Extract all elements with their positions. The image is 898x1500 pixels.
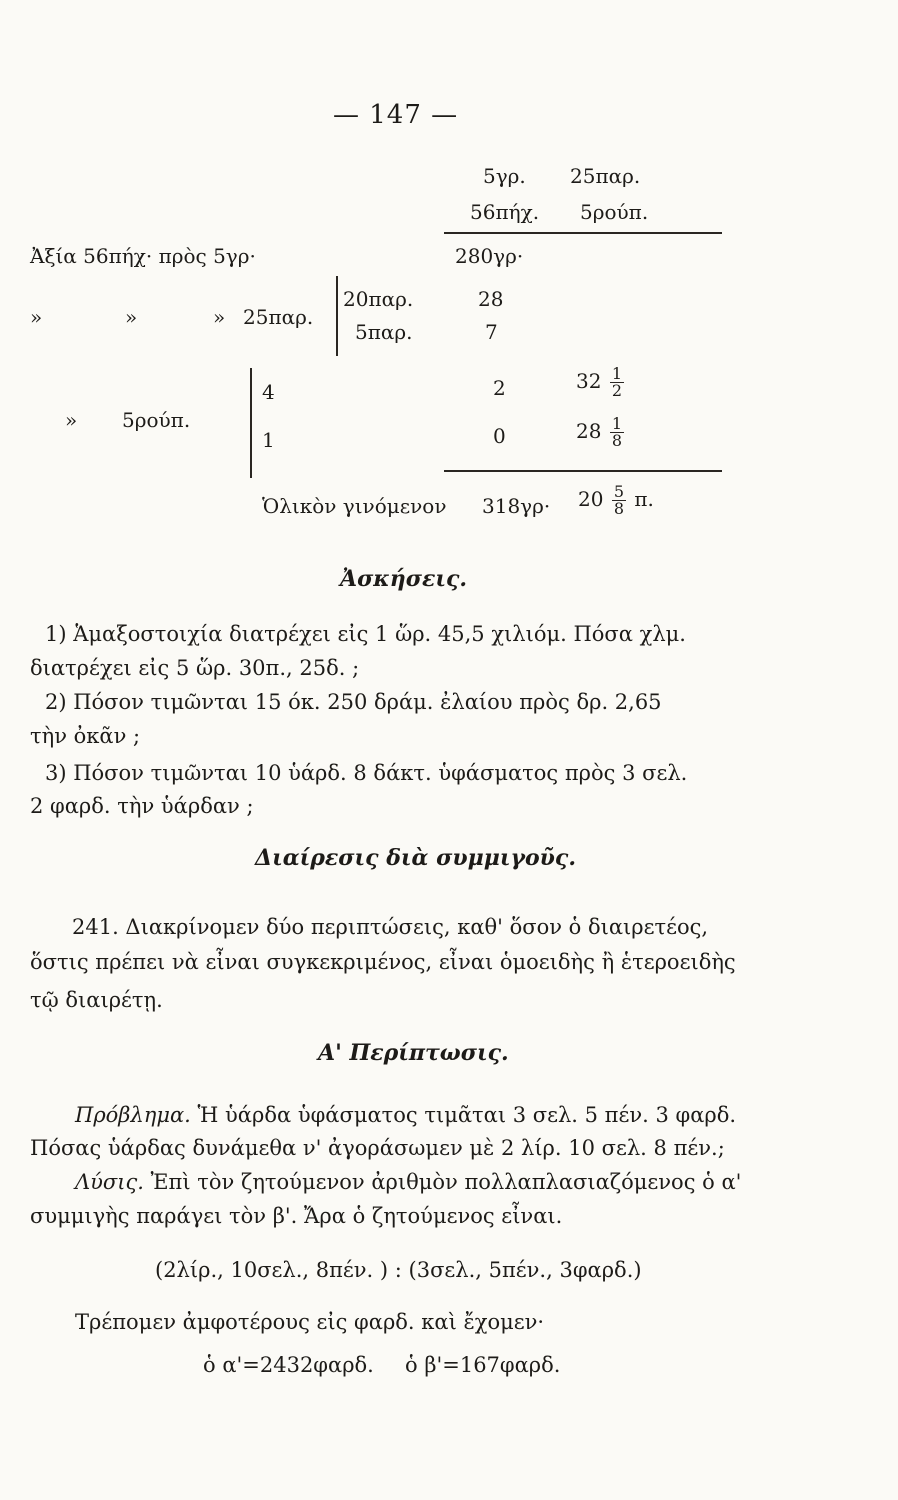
result-b: ὁ β'=167φαρδ. [405, 1353, 561, 1377]
calc-row3-fraction2 [576, 416, 626, 449]
frac1 [610, 366, 624, 399]
calc-rule-top [444, 232, 722, 234]
calc-top-left: 5γρ. [483, 164, 526, 188]
result-a: ὁ α'=2432φαρδ. [203, 1353, 374, 1377]
frac2-whole: 28 [576, 419, 602, 443]
calc-row2-mark1: » [30, 305, 43, 329]
frac1-num: 1 [611, 364, 622, 383]
problem-line-2: Πόσας ὑάρδας δυνάμεθα ν' ἀγοράσωμεν μὲ 2 λίρ. 10 σελ. 8 πέν.; [30, 1136, 725, 1160]
problem-label: Πρόβλημα. [75, 1103, 191, 1127]
calc-row2-brace [336, 276, 338, 356]
calc-row3-val2: 0 [493, 424, 506, 448]
solution-text-1: Ἐπὶ τὸν ζητούμενον ἀριθμὸν πολλαπλασιαζόμενος ὁ α' [150, 1170, 742, 1194]
calc-row3-mark: » [65, 408, 78, 432]
calc-row2-mark2: » [125, 305, 138, 329]
calc-row1-value: 280γρ· [455, 244, 524, 268]
total-den: 8 [613, 499, 624, 518]
calc-row1-label: Ἀξία 56πήχ· πρὸς 5γρ· [30, 244, 256, 268]
calc-row2-label: 25παρ. [243, 305, 314, 329]
total-unit: π. [634, 487, 654, 511]
exercise-1-line-2: διατρέχει εἰς 5 ὥρ. 30π., 25δ. ; [30, 656, 360, 680]
case-heading: Α' Περίπτωσις. [318, 1040, 509, 1066]
calc-row2-val1: 28 [478, 287, 504, 311]
exercise-3-line-1: 3) Πόσον τιμῶνται 10 ὑάρδ. 8 δάκτ. ὑφάσματος πρὸς 3 σελ. [45, 761, 688, 785]
calc-row2-sub2: 5παρ. [355, 320, 413, 344]
convert-line: Τρέπομεν ἀμφοτέρους εἰς φαρδ. καὶ ἔχομεν· [75, 1310, 545, 1334]
calc-row3-fraction1 [576, 366, 626, 399]
calc-total-label: Ὁλικὸν γινόμενον [262, 494, 447, 518]
frac2-den: 8 [611, 431, 622, 450]
problem-text-1: Ἡ ὑάρδα ὑφάσματος τιμᾶται 3 σελ. 5 πέν. 3 φαρδ. [197, 1103, 737, 1127]
calc-row3-sub2: 1 [262, 428, 275, 452]
calc-row3-label: 5ρούπ. [122, 408, 191, 432]
frac2 [610, 416, 624, 449]
calc-row2-mark3: » [213, 305, 226, 329]
exercise-2-line-2: τὴν ὀκᾶν ; [30, 724, 141, 748]
calc-row3-sub1: 4 [262, 380, 275, 404]
calc-rule-bottom [444, 470, 722, 472]
frac1-den: 2 [611, 381, 622, 400]
calc-row3-brace [250, 368, 252, 478]
exercise-3-line-2: 2 φαρδ. τὴν ὑάρδαν ; [30, 794, 254, 818]
section-241-line-3: τῷ διαιρέτῃ. [30, 988, 163, 1012]
frac2-num: 1 [611, 414, 622, 433]
calc-second-right: 5ρούπ. [580, 200, 649, 224]
section-241-line-2: ὅστις πρέπει νὰ εἶναι συγκεκριμένος, εἶναι ὁμοειδὴς ἢ ἑτεροειδὴς [30, 950, 736, 974]
total-whole: 20 [578, 487, 604, 511]
total-frac [612, 484, 626, 517]
calc-row2-sub1: 20παρ. [343, 287, 414, 311]
page-number: — 147 — [333, 100, 459, 130]
exercise-1-line-1: 1) Ἁμαξοστοιχία διατρέχει εἰς 1 ὥρ. 45,5 χιλιόμ. Πόσα χλμ. [45, 622, 686, 646]
total-num: 5 [613, 482, 624, 501]
solution-line-2: συμμιγὴς παράγει τὸν β'. Ἄρα ὁ ζητούμενος εἶναι. [30, 1204, 563, 1228]
calc-row2-val2: 7 [485, 320, 498, 344]
division-heading: Διαίρεσις διὰ συμμιγοῦς. [255, 845, 576, 871]
exercise-2-line-1: 2) Πόσον τιμῶνται 15 όκ. 250 δράμ. ἐλαίου πρὸς δρ. 2,65 [45, 690, 662, 714]
section-241-line-1: 241. Διακρίνομεν δύο περιπτώσεις, καθ' ὅσον ὁ διαιρετέος, [72, 915, 709, 939]
calc-total-value: 318γρ· [482, 494, 551, 518]
formula-line: (2λίρ., 10σελ., 8πέν. ) : (3σελ., 5πέν., 3φαρδ.) [155, 1258, 642, 1282]
solution-label: Λύσις. [75, 1170, 144, 1194]
calc-second-left: 56πήχ. [470, 200, 540, 224]
calc-row3-val1: 2 [493, 376, 506, 400]
calc-total-fraction [578, 484, 654, 517]
frac1-whole: 32 [576, 369, 602, 393]
exercises-heading: Ἀσκήσεις. [340, 566, 468, 592]
calc-top-right: 25παρ. [570, 164, 641, 188]
